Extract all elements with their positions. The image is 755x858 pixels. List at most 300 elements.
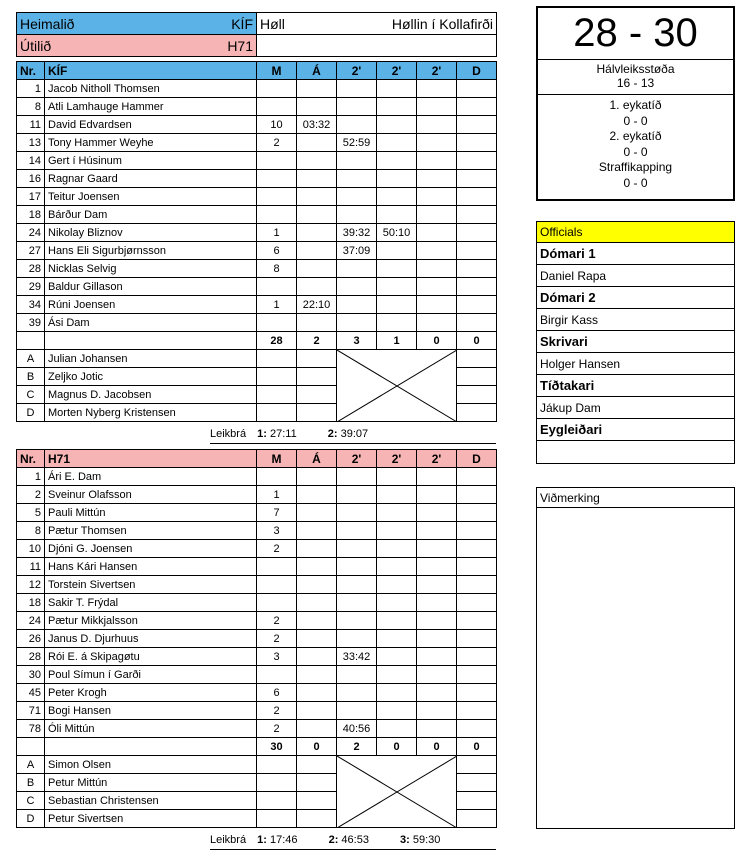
official-cell [257, 774, 297, 792]
timeout-2-key: 2: [328, 834, 339, 846]
official-cell [257, 404, 297, 422]
total-a: 2 [297, 332, 337, 350]
official-role: Tíðtakari [537, 375, 734, 397]
player-disqualification [457, 612, 497, 630]
player-goals: 2 [257, 720, 297, 738]
timeouts-label: Leikbrá [210, 428, 247, 440]
player-suspension-3 [417, 720, 457, 738]
player-suspension-2 [377, 612, 417, 630]
official-name: Birgir Kass [537, 309, 734, 331]
player-disqualification [457, 134, 497, 152]
player-row [17, 296, 497, 314]
player-suspension-3 [417, 296, 457, 314]
total-t2: 0 [377, 738, 417, 756]
player-goals: 6 [257, 242, 297, 260]
player-number: 71 [17, 702, 45, 720]
timeout-1-key: 1: [257, 834, 267, 846]
player-warning [297, 666, 337, 684]
et1-label: 1. eykatíð [609, 98, 662, 112]
official-name: Petur Sivertsen [45, 810, 257, 828]
player-goals: 3 [257, 648, 297, 666]
halftime-block [538, 60, 733, 95]
player-warning [297, 576, 337, 594]
total-t2: 1 [377, 332, 417, 350]
player-disqualification [457, 666, 497, 684]
official-cell [257, 368, 297, 386]
player-warning [297, 260, 337, 278]
player-row [17, 260, 497, 278]
penalty-label: Straffikapping [598, 160, 673, 174]
player-row [17, 702, 497, 720]
player-disqualification [457, 80, 497, 98]
official-role: Dómari 2 [537, 287, 734, 309]
player-suspension-3 [417, 116, 457, 134]
player-suspension-3 [417, 558, 457, 576]
player-suspension-2 [377, 260, 417, 278]
player-suspension-2 [377, 684, 417, 702]
player-suspension-1 [337, 576, 377, 594]
player-suspension-1 [337, 314, 377, 332]
venue-label: Høll [260, 15, 285, 32]
player-row [17, 278, 497, 296]
player-goals: 2 [257, 134, 297, 152]
player-name: Hans Eli Sigurbjørnsson [45, 242, 257, 260]
player-number: 12 [17, 576, 45, 594]
player-name: Ragnar Gaard [45, 170, 257, 188]
home-timeouts [210, 428, 496, 444]
player-suspension-3 [417, 80, 457, 98]
player-suspension-2 [377, 188, 417, 206]
official-name: Julian Johansen [45, 350, 257, 368]
official-letter: A [17, 350, 45, 368]
player-row [17, 314, 497, 332]
player-suspension-2 [377, 486, 417, 504]
player-suspension-1: 52:59 [337, 134, 377, 152]
official-cell [297, 350, 337, 368]
player-number: 1 [17, 80, 45, 98]
player-disqualification [457, 206, 497, 224]
official-cell [257, 792, 297, 810]
player-suspension-1: 33:42 [337, 648, 377, 666]
player-suspension-3 [417, 594, 457, 612]
player-suspension-2 [377, 576, 417, 594]
official-letter: C [17, 386, 45, 404]
player-disqualification [457, 314, 497, 332]
player-number: 13 [17, 134, 45, 152]
player-suspension-2: 50:10 [377, 224, 417, 242]
header-nr: Nr. [17, 450, 45, 468]
header-team: KÍF [45, 62, 257, 80]
official-name: Magnus D. Jacobsen [45, 386, 257, 404]
player-row [17, 594, 497, 612]
player-name: Ári E. Dam [45, 468, 257, 486]
header-t2: 2' [377, 62, 417, 80]
player-suspension-1 [337, 522, 377, 540]
player-suspension-2 [377, 648, 417, 666]
player-disqualification [457, 684, 497, 702]
official-cell [297, 368, 337, 386]
player-suspension-2 [377, 116, 417, 134]
player-disqualification [457, 630, 497, 648]
player-suspension-1 [337, 558, 377, 576]
header-t1: 2' [337, 450, 377, 468]
player-row [17, 504, 497, 522]
player-number: 5 [17, 504, 45, 522]
official-name: Petur Mittún [45, 774, 257, 792]
player-goals: 2 [257, 702, 297, 720]
officials-box [536, 221, 735, 464]
team-official-row [17, 756, 497, 774]
player-number: 39 [17, 314, 45, 332]
player-row [17, 468, 497, 486]
player-warning [297, 594, 337, 612]
timeout-1-value: 27:11 [269, 428, 297, 440]
total-t1: 2 [337, 738, 377, 756]
player-number: 2 [17, 486, 45, 504]
player-suspension-2 [377, 206, 417, 224]
player-number: 18 [17, 206, 45, 224]
player-suspension-2 [377, 80, 417, 98]
officials-title: Officials [537, 222, 734, 243]
player-suspension-1 [337, 702, 377, 720]
player-suspension-3 [417, 522, 457, 540]
player-warning [297, 630, 337, 648]
away-code: H71 [227, 37, 253, 54]
player-warning [297, 702, 337, 720]
player-goals [257, 278, 297, 296]
player-goals: 2 [257, 540, 297, 558]
player-name: Sveinur Olafsson [45, 486, 257, 504]
player-row [17, 170, 497, 188]
player-disqualification [457, 98, 497, 116]
player-disqualification [457, 152, 497, 170]
player-goals [257, 666, 297, 684]
player-suspension-3 [417, 702, 457, 720]
official-cell [457, 350, 497, 368]
player-warning [297, 206, 337, 224]
player-row [17, 152, 497, 170]
player-disqualification [457, 540, 497, 558]
player-suspension-2 [377, 504, 417, 522]
official-role: Eygleiðari [537, 419, 734, 441]
et2-score: 0 - 0 [623, 144, 648, 159]
player-row [17, 684, 497, 702]
away-team-cell [17, 35, 257, 57]
official-cell [457, 774, 497, 792]
player-warning: 22:10 [297, 296, 337, 314]
total-t3: 0 [417, 332, 457, 350]
player-goals [257, 468, 297, 486]
player-suspension-2 [377, 242, 417, 260]
player-name: Nicklas Selvig [45, 260, 257, 278]
player-goals: 2 [257, 630, 297, 648]
player-number: 34 [17, 296, 45, 314]
player-suspension-1 [337, 296, 377, 314]
away-header-row [17, 450, 497, 468]
player-suspension-1 [337, 170, 377, 188]
player-suspension-1 [337, 278, 377, 296]
player-suspension-1 [337, 486, 377, 504]
official-name: Simon Olsen [45, 756, 257, 774]
player-warning [297, 80, 337, 98]
player-row [17, 540, 497, 558]
official-cell [257, 350, 297, 368]
player-suspension-3 [417, 278, 457, 296]
player-number: 29 [17, 278, 45, 296]
player-suspension-2 [377, 134, 417, 152]
player-suspension-2 [377, 666, 417, 684]
home-totals-row [17, 332, 497, 350]
player-goals [257, 98, 297, 116]
timeout-2-value: 39:07 [340, 428, 369, 440]
official-name: Daniel Rapa [537, 265, 734, 287]
player-disqualification [457, 278, 497, 296]
player-row [17, 630, 497, 648]
player-suspension-3 [417, 188, 457, 206]
home-label: Heimalið [20, 15, 75, 32]
player-suspension-3 [417, 98, 457, 116]
player-warning [297, 170, 337, 188]
timeout-2-value: 46:53 [341, 834, 369, 846]
player-warning: 03:32 [297, 116, 337, 134]
empty-cell [257, 35, 497, 57]
player-warning [297, 224, 337, 242]
official-name: Sebastian Christensen [45, 792, 257, 810]
player-name: Hans Kári Hansen [45, 558, 257, 576]
player-suspension-2 [377, 594, 417, 612]
timeout-3-key: 3: [400, 834, 410, 846]
player-goals [257, 80, 297, 98]
player-warning [297, 540, 337, 558]
away-roster-table [16, 449, 497, 828]
player-suspension-3 [417, 540, 457, 558]
player-disqualification [457, 576, 497, 594]
cross-mark [337, 350, 457, 422]
player-disqualification [457, 170, 497, 188]
total-t1: 3 [337, 332, 377, 350]
player-suspension-2 [377, 558, 417, 576]
player-suspension-1 [337, 594, 377, 612]
player-number: 78 [17, 720, 45, 738]
official-name: Jákup Dam [537, 397, 734, 419]
official-cell [457, 368, 497, 386]
player-name: Torstein Sivertsen [45, 576, 257, 594]
player-row [17, 224, 497, 242]
player-suspension-1 [337, 504, 377, 522]
player-suspension-3 [417, 486, 457, 504]
official-cell [257, 386, 297, 404]
home-roster-table [16, 61, 497, 422]
timeout-1-value: 17:46 [269, 834, 298, 846]
header-a: Á [297, 62, 337, 80]
player-suspension-1: 39:32 [337, 224, 377, 242]
timeout-3-value: 59:30 [412, 834, 441, 846]
official-cell [457, 404, 497, 422]
official-letter: D [17, 810, 45, 828]
player-suspension-2 [377, 720, 417, 738]
official-name: Zeljko Jotic [45, 368, 257, 386]
header-t1: 2' [337, 62, 377, 80]
official-cell [457, 792, 497, 810]
player-goals: 8 [257, 260, 297, 278]
player-row [17, 720, 497, 738]
player-warning [297, 468, 337, 486]
player-number: 8 [17, 98, 45, 116]
player-disqualification [457, 504, 497, 522]
total-d: 0 [457, 332, 497, 350]
player-goals: 10 [257, 116, 297, 134]
extra-block [538, 95, 733, 191]
crossed-out-cell [337, 756, 457, 828]
et1-score: 0 - 0 [623, 113, 648, 128]
player-suspension-3 [417, 260, 457, 278]
timeout-2-key: 2: [327, 428, 338, 440]
player-suspension-3 [417, 152, 457, 170]
cross-mark [337, 756, 457, 828]
player-suspension-2 [377, 98, 417, 116]
player-goals [257, 170, 297, 188]
player-warning [297, 188, 337, 206]
header-d: D [457, 62, 497, 80]
remarks-title: Viðmerking [537, 488, 734, 508]
player-name: Ási Dam [45, 314, 257, 332]
official-cell [257, 756, 297, 774]
match-header [16, 12, 497, 57]
player-name: Bárður Dam [45, 206, 257, 224]
player-disqualification [457, 242, 497, 260]
player-suspension-3 [417, 576, 457, 594]
player-row [17, 522, 497, 540]
player-suspension-3 [417, 504, 457, 522]
player-number: 8 [17, 522, 45, 540]
player-suspension-1 [337, 540, 377, 558]
away-timeouts [210, 834, 496, 850]
player-suspension-1 [337, 260, 377, 278]
player-suspension-2 [377, 630, 417, 648]
player-suspension-1 [337, 80, 377, 98]
player-suspension-1 [337, 666, 377, 684]
player-goals: 1 [257, 486, 297, 504]
player-suspension-1 [337, 188, 377, 206]
player-number: 1 [17, 468, 45, 486]
player-number: 17 [17, 188, 45, 206]
player-suspension-2 [377, 278, 417, 296]
header-m: M [257, 62, 297, 80]
player-suspension-3 [417, 206, 457, 224]
player-number: 24 [17, 612, 45, 630]
player-number: 27 [17, 242, 45, 260]
player-name: Baldur Gillason [45, 278, 257, 296]
player-goals [257, 314, 297, 332]
total-a: 0 [297, 738, 337, 756]
player-number: 16 [17, 170, 45, 188]
player-disqualification [457, 702, 497, 720]
player-suspension-3 [417, 684, 457, 702]
official-letter: B [17, 368, 45, 386]
official-letter: B [17, 774, 45, 792]
player-row [17, 206, 497, 224]
player-goals: 7 [257, 504, 297, 522]
player-goals [257, 188, 297, 206]
player-name: Atli Lamhauge Hammer [45, 98, 257, 116]
player-name: Jacob Nitholl Thomsen [45, 80, 257, 98]
player-disqualification [457, 720, 497, 738]
player-disqualification [457, 188, 497, 206]
header-a: Á [297, 450, 337, 468]
player-warning [297, 558, 337, 576]
player-disqualification [457, 116, 497, 134]
final-score: 28 - 30 [538, 8, 733, 60]
player-suspension-1: 40:56 [337, 720, 377, 738]
player-warning [297, 720, 337, 738]
player-suspension-2 [377, 296, 417, 314]
official-cell [257, 810, 297, 828]
player-suspension-1 [337, 152, 377, 170]
official-letter: C [17, 792, 45, 810]
player-number: 11 [17, 116, 45, 134]
official-role: Skrivari [537, 331, 734, 353]
player-disqualification [457, 594, 497, 612]
player-number: 11 [17, 558, 45, 576]
player-warning [297, 522, 337, 540]
player-name: David Edvardsen [45, 116, 257, 134]
player-row [17, 188, 497, 206]
official-cell [457, 386, 497, 404]
player-suspension-3 [417, 630, 457, 648]
official-cell [297, 386, 337, 404]
player-name: Pætur Mikkjalsson [45, 612, 257, 630]
player-goals [257, 558, 297, 576]
player-row [17, 576, 497, 594]
player-warning [297, 486, 337, 504]
player-goals: 6 [257, 684, 297, 702]
player-warning [297, 504, 337, 522]
halftime-label: Hálvleiksstøða [596, 62, 675, 76]
home-code: KÍF [231, 15, 253, 32]
home-header-row [17, 62, 497, 80]
player-name: Rúni Joensen [45, 296, 257, 314]
player-warning [297, 242, 337, 260]
player-suspension-3 [417, 612, 457, 630]
player-name: Teitur Joensen [45, 188, 257, 206]
player-name: Janus D. Djurhuus [45, 630, 257, 648]
player-row [17, 80, 497, 98]
player-name: Peter Krogh [45, 684, 257, 702]
halftime-score: 16 - 13 [616, 76, 655, 90]
player-number: 28 [17, 648, 45, 666]
player-row [17, 116, 497, 134]
away-totals-row [17, 738, 497, 756]
player-number: 18 [17, 594, 45, 612]
header-t2: 2' [377, 450, 417, 468]
player-suspension-3 [417, 224, 457, 242]
player-row [17, 558, 497, 576]
official-role: Dómari 1 [537, 243, 734, 265]
player-suspension-3 [417, 648, 457, 666]
official-cell [297, 756, 337, 774]
player-disqualification [457, 648, 497, 666]
official-cell [297, 792, 337, 810]
player-number: 45 [17, 684, 45, 702]
player-row [17, 666, 497, 684]
home-team-cell [17, 13, 257, 35]
header-t3: 2' [417, 450, 457, 468]
player-number: 10 [17, 540, 45, 558]
player-warning [297, 134, 337, 152]
official-cell [457, 810, 497, 828]
player-goals: 2 [257, 612, 297, 630]
player-suspension-3 [417, 314, 457, 332]
